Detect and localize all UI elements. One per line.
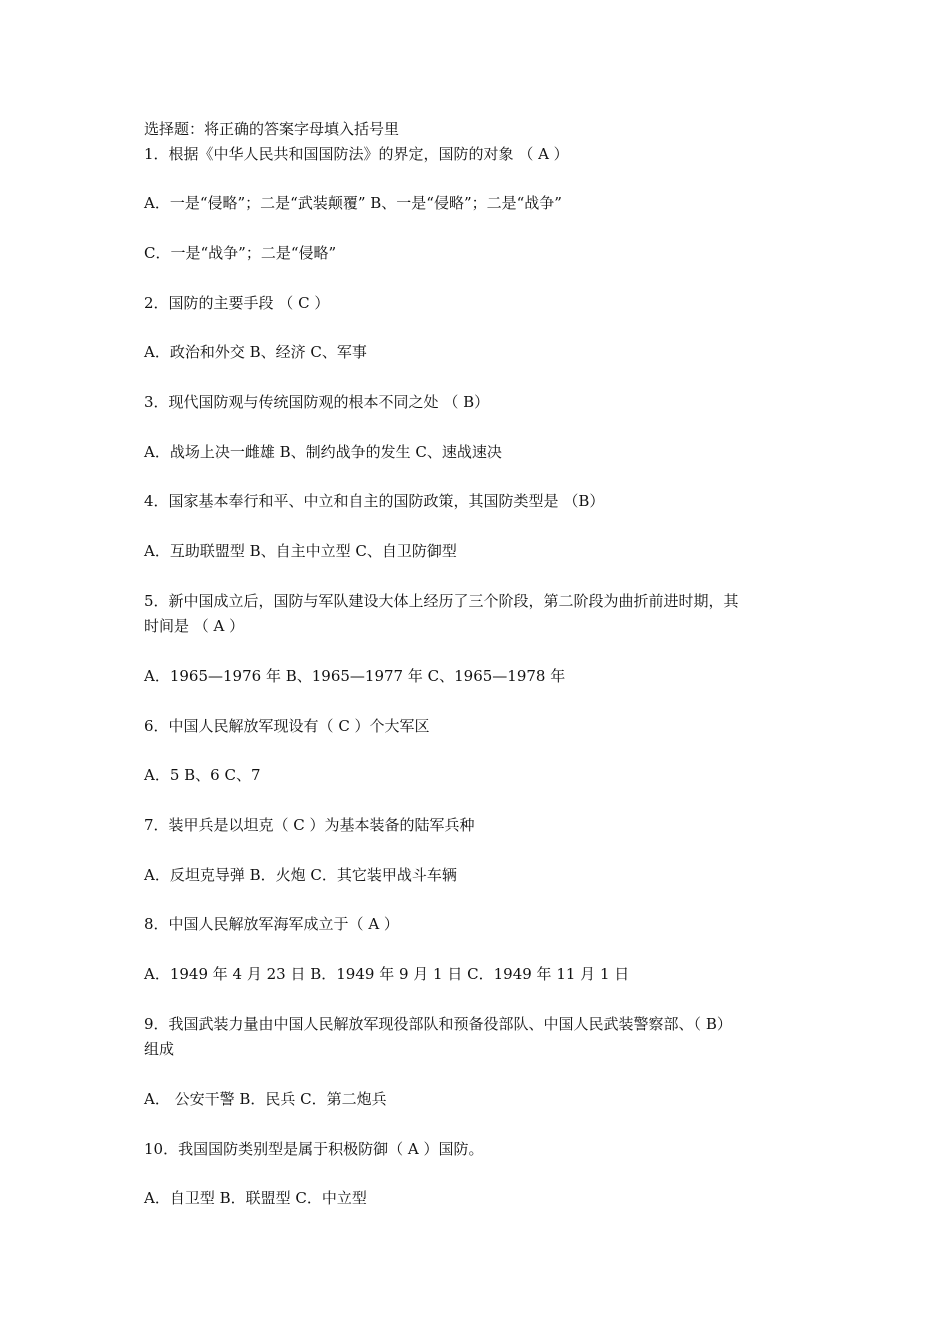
- question-5: 5．新中国成立后，国防与军队建设大体上经历了三个阶段，第二阶段为曲折前进时期，其: [144, 592, 739, 610]
- question-5-options: A．1965—1976 年 B、1965—1977 年 C、1965—1978 年: [144, 667, 566, 685]
- question-7-options: A．反坦克导弹 B．火炮 C．其它装甲战斗车辆: [144, 866, 457, 884]
- question-5-continued: 时间是 （ A ）: [144, 617, 245, 635]
- question-6: 6．中国人民解放军现设有（ C ）个大军区: [144, 717, 430, 735]
- question-1-options-ab: A．一是“侵略”；二是“武装颠覆” B、一是“侵略”；二是“战争”: [144, 194, 562, 212]
- question-6-options: A．5 B、6 C、7: [144, 766, 261, 784]
- question-1-option-c: C．一是“战争”；二是“侵略”: [144, 244, 337, 262]
- question-10-options: A．自卫型 B．联盟型 C．中立型: [144, 1189, 367, 1207]
- question-2-options: A．政治和外交 B、经济 C、军事: [144, 343, 367, 361]
- question-9: 9．我国武装力量由中国人民解放军现役部队和预备役部队、中国人民武装警察部、（ B）: [144, 1015, 732, 1033]
- question-9-continued: 组成: [144, 1040, 175, 1058]
- question-2: 2．国防的主要手段 （ C ）: [144, 294, 330, 312]
- question-1: 1．根据《中华人民共和国国防法》的界定，国防的对象 （ A ）: [144, 145, 569, 163]
- question-3: 3．现代国防观与传统国防观的根本不同之处 （ B）: [144, 393, 490, 411]
- question-8-options: A．1949 年 4 月 23 日 B．1949 年 9 月 1 日 C．1949 年 11 月 1 日: [144, 965, 630, 983]
- section-heading: 选择题：将正确的答案字母填入括号里: [144, 120, 400, 138]
- question-9-options: A． 公安干警 B．民兵 C．第二炮兵: [144, 1090, 387, 1108]
- question-4-options: A．互助联盟型 B、自主中立型 C、自卫防御型: [144, 542, 457, 560]
- question-10: 10．我国国防类别型是属于积极防御（ A ）国防。: [144, 1140, 484, 1158]
- question-3-options: A．战场上决一雌雄 B、制约战争的发生 C、速战速决: [144, 443, 502, 461]
- question-8: 8．中国人民解放军海军成立于（ A ）: [144, 915, 399, 933]
- question-7: 7．装甲兵是以坦克（ C ）为基本装备的陆军兵种: [144, 816, 475, 834]
- question-4: 4．国家基本奉行和平、中立和自主的国防政策，其国防类型是 （B）: [144, 492, 605, 510]
